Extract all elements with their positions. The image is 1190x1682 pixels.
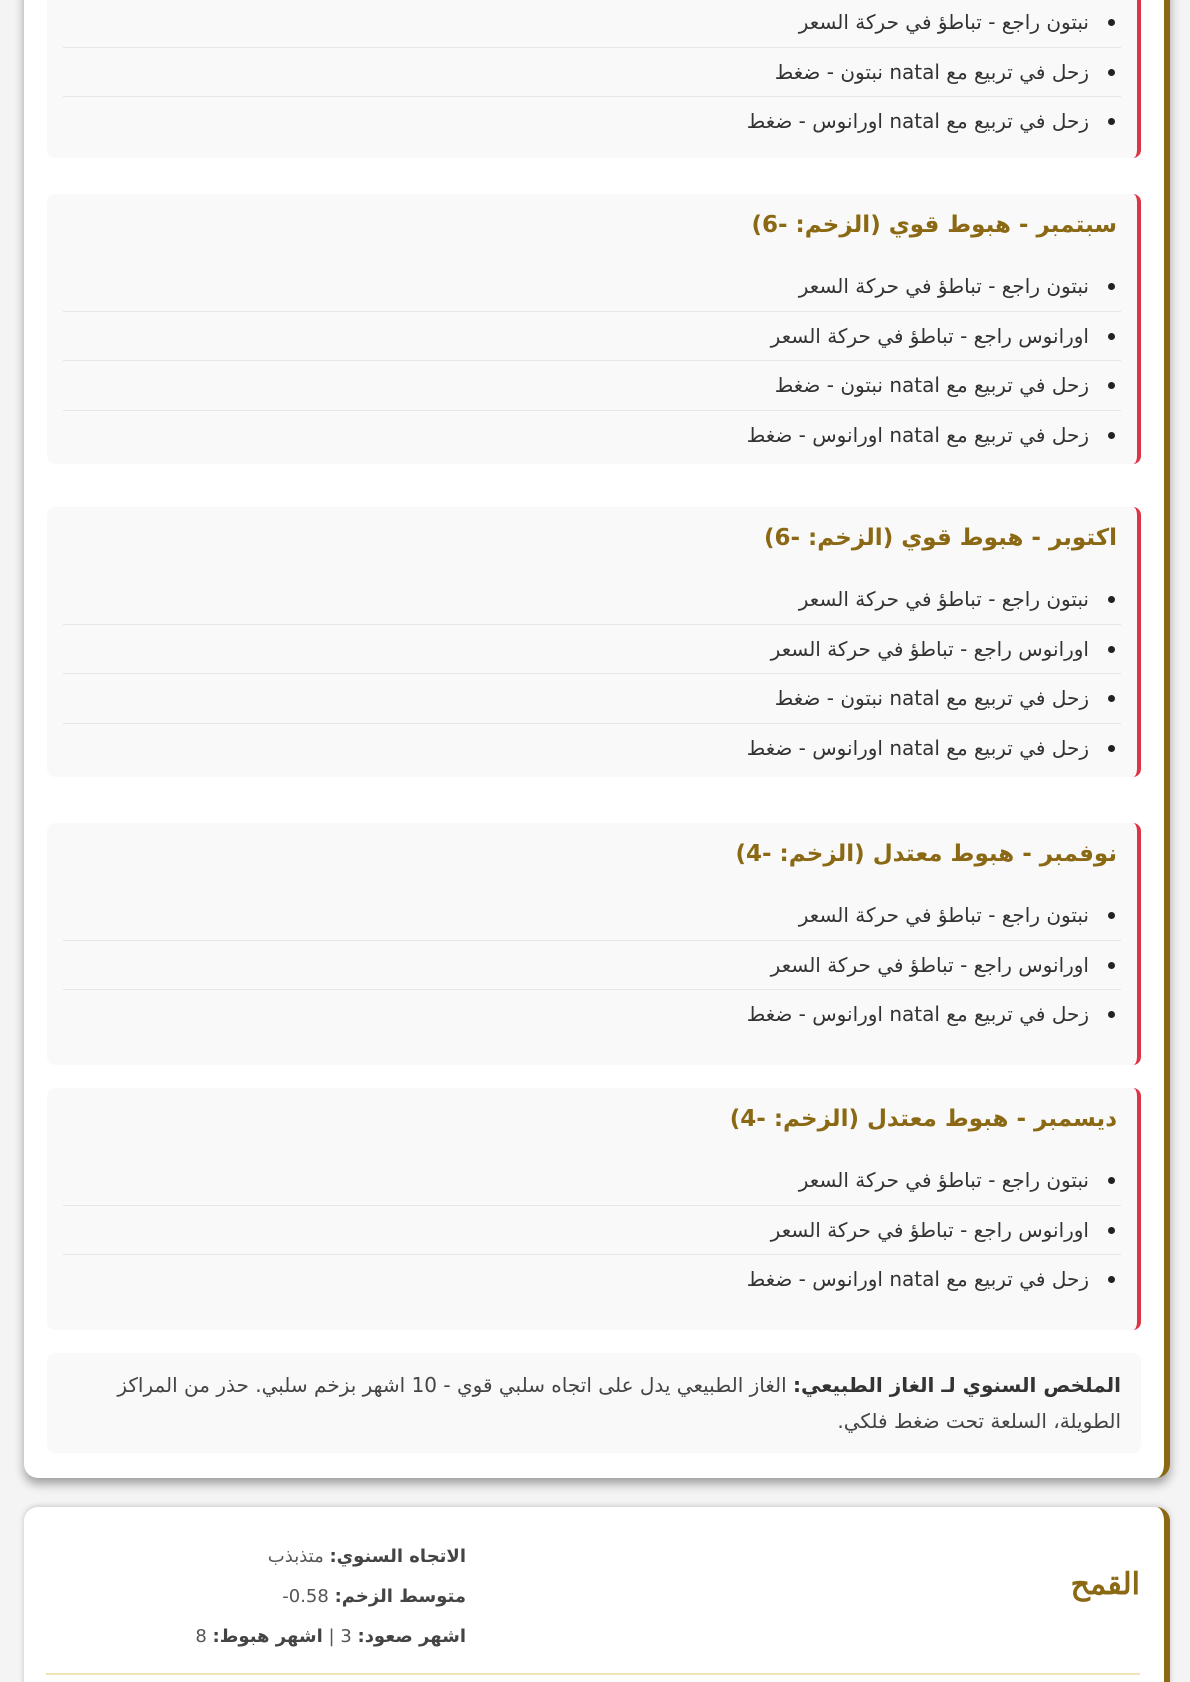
aspect-item: زحل في تربيع مع natal نبتون - ضغط bbox=[63, 361, 1121, 411]
bullet-icon bbox=[1108, 382, 1115, 389]
aspect-item: زحل في تربيع مع natal اورانوس - ضغط bbox=[63, 1255, 1121, 1305]
aspect-list bbox=[63, 891, 1121, 1040]
aspect-list bbox=[63, 262, 1121, 460]
stat-momentum: متوسط الزخم: -0.58 bbox=[282, 1586, 466, 1607]
month-title: ديسمبر - هبوط معتدل (الزخم: -4) bbox=[729, 1106, 1117, 1132]
aspect-item: نبتون راجع - تباطؤ في حركة السعر bbox=[63, 575, 1121, 625]
bullet-icon bbox=[1108, 1227, 1115, 1234]
aspect-item: نبتون راجع - تباطؤ في حركة السعر bbox=[63, 0, 1121, 48]
bullet-icon bbox=[1108, 333, 1115, 340]
commodity-title: القمح bbox=[1070, 1567, 1140, 1602]
stat-trend: الاتجاه السنوي: متذبذب bbox=[267, 1546, 466, 1567]
aspect-item: نبتون راجع - تباطؤ في حركة السعر bbox=[63, 262, 1121, 312]
bullet-icon bbox=[1108, 745, 1115, 752]
aspect-item: زحل في تربيع مع natal اورانوس - ضغط bbox=[63, 97, 1121, 147]
month-block-december bbox=[47, 1088, 1141, 1330]
bullet-icon bbox=[1108, 69, 1115, 76]
aspect-list bbox=[63, 0, 1121, 147]
bullet-icon bbox=[1108, 1276, 1115, 1283]
bullet-icon bbox=[1108, 1011, 1115, 1018]
aspect-item: زحل في تربيع مع natal اورانوس - ضغط bbox=[63, 411, 1121, 461]
aspect-item: اورانوس راجع - تباطؤ في حركة السعر bbox=[63, 312, 1121, 362]
summary-text: الغاز الطبيعي يدل على اتجاه سلبي قوي - 10 اشهر بزخم سلبي. حذر من المراكز الطويلة، السلعة تحت ضغط فلكي. bbox=[117, 1373, 1121, 1433]
aspect-item: نبتون راجع - تباطؤ في حركة السعر bbox=[63, 891, 1121, 941]
bullet-icon bbox=[1108, 19, 1115, 26]
bullet-icon bbox=[1108, 695, 1115, 702]
bullet-icon bbox=[1108, 646, 1115, 653]
aspect-item: اورانوس راجع - تباطؤ في حركة السعر bbox=[63, 941, 1121, 991]
month-block-november bbox=[47, 823, 1141, 1065]
aspect-item: اورانوس راجع - تباطؤ في حركة السعر bbox=[63, 1206, 1121, 1256]
bullet-icon bbox=[1108, 432, 1115, 439]
commodity-card-natural-gas bbox=[24, 0, 1170, 1478]
section-divider bbox=[46, 1673, 1140, 1675]
commodity-stats bbox=[46, 1537, 466, 1657]
month-title: نوفمبر - هبوط معتدل (الزخم: -4) bbox=[735, 841, 1117, 867]
aspect-item: زحل في تربيع مع natal نبتون - ضغط bbox=[63, 48, 1121, 98]
bullet-icon bbox=[1108, 912, 1115, 919]
aspect-item: زحل في تربيع مع natal نبتون - ضغط bbox=[63, 674, 1121, 724]
summary-label: الملخص السنوي لـ الغاز الطبيعي: bbox=[793, 1373, 1121, 1397]
month-title: اكتوبر - هبوط قوي (الزخم: -6) bbox=[763, 525, 1117, 551]
month-block-september bbox=[47, 194, 1141, 464]
bullet-icon bbox=[1108, 1177, 1115, 1184]
bullet-icon bbox=[1108, 596, 1115, 603]
month-title: سبتمبر - هبوط قوي (الزخم: -6) bbox=[751, 212, 1117, 238]
aspect-item: زحل في تربيع مع natal اورانوس - ضغط bbox=[63, 990, 1121, 1040]
aspect-item: اورانوس راجع - تباطؤ في حركة السعر bbox=[63, 625, 1121, 675]
bullet-icon bbox=[1108, 962, 1115, 969]
annual-summary bbox=[47, 1353, 1141, 1453]
month-block-october bbox=[47, 507, 1141, 777]
bullet-icon bbox=[1108, 118, 1115, 125]
month-block-august bbox=[47, 0, 1141, 158]
bullet-icon bbox=[1108, 283, 1115, 290]
aspect-list bbox=[63, 1156, 1121, 1305]
commodity-card-wheat bbox=[24, 1507, 1170, 1682]
aspect-item: نبتون راجع - تباطؤ في حركة السعر bbox=[63, 1156, 1121, 1206]
aspect-list bbox=[63, 575, 1121, 773]
aspect-item: زحل في تربيع مع natal اورانوس - ضغط bbox=[63, 724, 1121, 774]
stat-months-count: اشهر صعود: 3 | اشهر هبوط: 8 bbox=[195, 1626, 466, 1647]
